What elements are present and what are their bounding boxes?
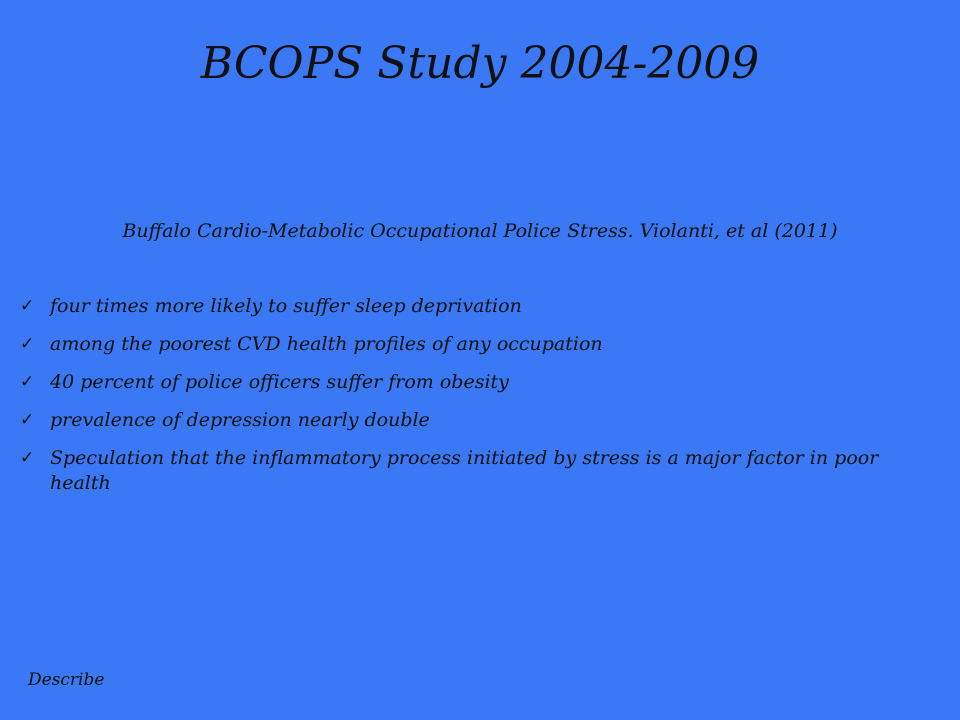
checkmark-icon: ✓ — [20, 334, 35, 354]
bullet-text: among the poorest CVD health profiles of any occupation — [50, 333, 603, 355]
bullet-item — [20, 332, 920, 357]
bullet-text: four times more likely to suffer sleep deprivation — [50, 295, 522, 317]
checkmark-icon: ✓ — [20, 296, 35, 316]
slide-subtitle: Buffalo Cardio-Metabolic Occupational Police Stress. Violanti, et al (2011) — [122, 220, 838, 242]
bullet-text: prevalence of depression nearly double — [50, 409, 430, 431]
bullet-item — [20, 370, 920, 395]
bullet-item — [20, 446, 920, 496]
checkmark-icon: ✓ — [20, 448, 35, 468]
bullet-text: 40 percent of police officers suffer from obesity — [50, 371, 509, 393]
slide-title: BCOPS Study 2004-2009 — [200, 38, 760, 89]
checkmark-icon: ✓ — [20, 372, 35, 392]
bullet-item — [20, 294, 920, 319]
bullet-list — [20, 294, 920, 496]
footer-note: Describe — [28, 670, 105, 690]
bullet-text: Speculation that the inflammatory process initiated by stress is a major factor in poor health — [50, 447, 879, 494]
bullet-item — [20, 408, 920, 433]
checkmark-icon: ✓ — [20, 410, 35, 430]
